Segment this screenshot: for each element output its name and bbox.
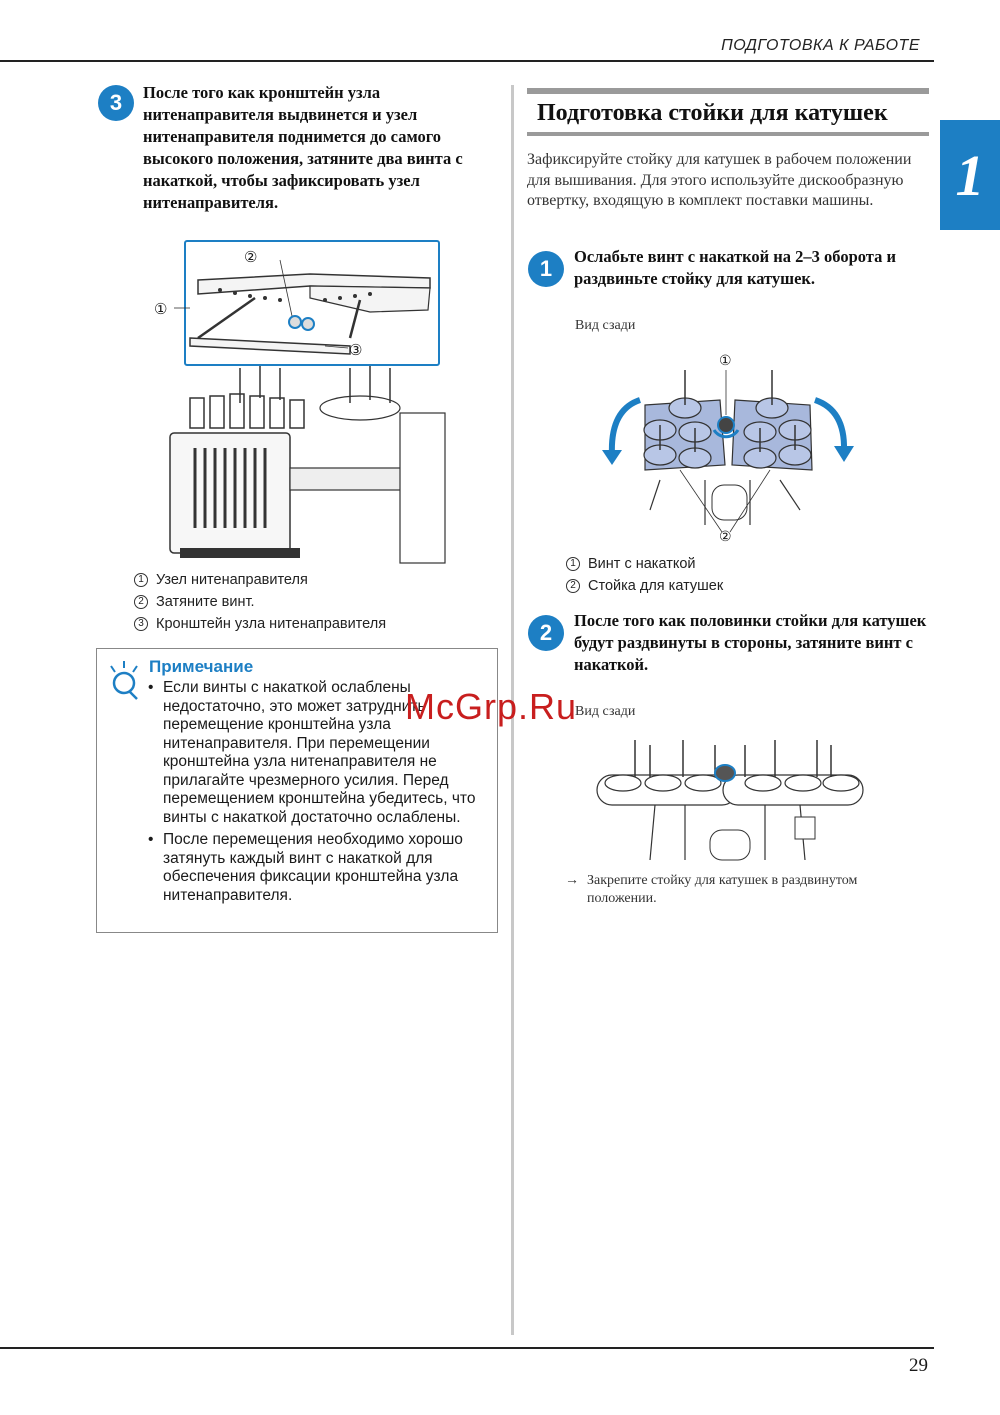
- step-2-text: После того как половинки стойки для катушек будут раздвинуты в стороны, затяните винт с накаткой.: [574, 611, 927, 674]
- callout-2: ②: [719, 528, 732, 544]
- legend-text: Затяните винт.: [156, 594, 255, 610]
- watermark: McGrp.Ru: [405, 686, 578, 727]
- step-3-badge: 3: [98, 85, 134, 121]
- thread-guide-figure: [150, 238, 450, 568]
- callout-1: ①: [719, 352, 732, 368]
- step-1-badge: 1: [528, 251, 564, 287]
- legend-mark: 3: [134, 617, 148, 631]
- legend-item: [566, 575, 723, 597]
- callout-2: ②: [244, 249, 258, 266]
- view-caption-2: Вид сзади: [575, 704, 636, 719]
- lightbulb-icon: [107, 659, 141, 703]
- thread-guide-illustration: [150, 238, 450, 568]
- legend-item: [134, 591, 386, 613]
- section-intro: Зафиксируйте стойку для катушек в рабочем положении для вышивания. Для этого используйте дискообразную отвертку, входящую в комплект поставки машины.: [527, 151, 912, 209]
- chapter-tab: [940, 120, 1000, 230]
- legend-text: Кронштейн узла нитенаправителя: [156, 616, 387, 632]
- view-caption-1: Вид сзади: [575, 318, 636, 333]
- callout-1: ①: [154, 301, 168, 318]
- header-rule: [0, 60, 934, 62]
- legend-item: [134, 569, 386, 591]
- legend-text: Узел нитенаправителя: [156, 572, 308, 588]
- spool-stand-figure-2: [595, 735, 865, 865]
- left-legend: [134, 569, 386, 635]
- note-title: Примечание: [149, 657, 254, 676]
- step-2-badge: 2: [528, 615, 564, 651]
- spool-stand-figure-1: [600, 350, 860, 550]
- legend-text: Стойка для катушек: [588, 578, 724, 594]
- right-legend: [566, 553, 723, 597]
- header-title: ПОДГОТОВКА К РАБОТЕ: [721, 37, 920, 54]
- legend-mark: 2: [134, 595, 148, 609]
- spool-stand-loosen-illustration: [600, 350, 860, 550]
- spool-stand-extended-illustration: [595, 735, 865, 865]
- section-banner: [527, 88, 929, 136]
- result-line: [565, 872, 925, 908]
- legend-item: [134, 613, 386, 635]
- step-3-text: После того как кронштейн узла нитенаправителя выдвинется и узел нитенаправителя поднимется до самого высокого положения, затяните два винта с накаткой, чтобы зафиксировать узел нитенаправителя.: [143, 83, 463, 212]
- section-title: Подготовка стойки для катушек: [537, 99, 888, 126]
- footer-rule: [0, 1347, 934, 1349]
- chapter-number: 1: [955, 142, 985, 208]
- legend-mark: 2: [566, 579, 580, 593]
- callout-3: ③: [349, 342, 363, 359]
- result-arrow-icon: →: [565, 873, 579, 888]
- legend-mark: 1: [566, 557, 580, 571]
- step-1-text: Ослабьте винт с накаткой на 2–3 оборота и раздвиньте стойку для катушек.: [574, 247, 896, 288]
- legend-mark: 1: [134, 573, 148, 587]
- note-item: • Если винты с накаткой ослаблены недостаточно, это может затруднить перемещение кронштейна узла нитенаправителя. При перемещении кронштейна узла нитенаправителя не прилагайте чрезмерного усилия. Перед перемещением кронштейна убедитесь, что винты с накаткой достаточно ослаблены.: [145, 679, 495, 827]
- note-item: • После перемещения необходимо хорошо затянуть каждый винт с накаткой для обеспечения фиксации кронштейна узла нитенаправителя.: [145, 831, 495, 905]
- legend-text: Винт с накаткой: [588, 556, 696, 572]
- result-text: Закрепите стойку для катушек в раздвинутом положении.: [587, 873, 858, 906]
- legend-item: [566, 553, 723, 575]
- page-number: 29: [909, 1355, 928, 1376]
